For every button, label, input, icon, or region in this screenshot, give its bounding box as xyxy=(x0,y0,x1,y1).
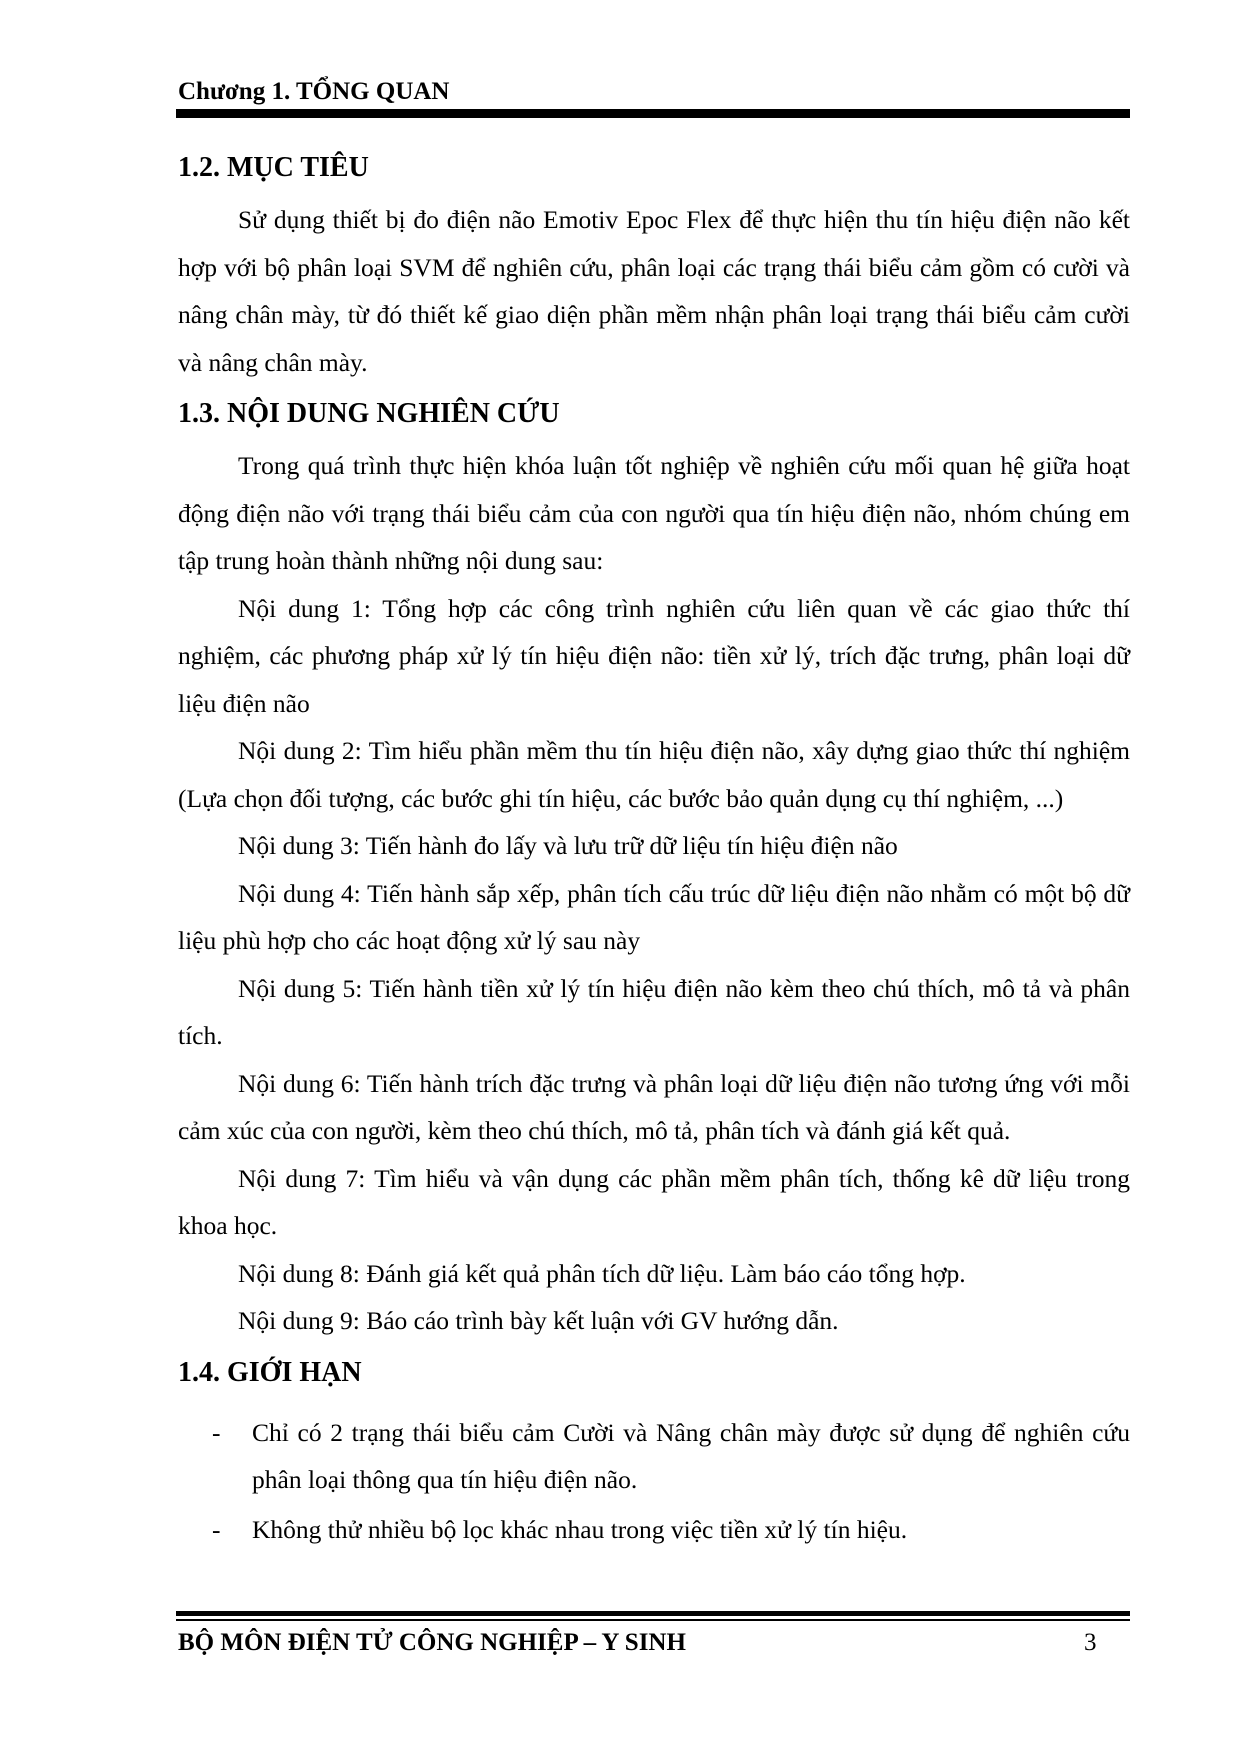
research-item-1: Nội dung 1: Tổng hợp các công trình nghiên cứu liên quan về các giao thức thí nghiệm, các phương pháp xử lý tín hiệu điện não: tiền xử lý, trích đặc trưng, phân loại dữ liệu điện não xyxy=(178,593,1130,718)
research-item-2: Nội dung 2: Tìm hiểu phần mềm thu tín hiệu điện não, xây dựng giao thức thí nghiệm (Lựa chọn đối tượng, các bước ghi tín hiệu, các bước bảo quản dụng cụ thí nghiệm, ...) xyxy=(178,736,1130,813)
footer-divider-thick xyxy=(176,1611,1130,1616)
limitation-text: Không thử nhiều bộ lọc khác nhau trong việc tiền xử lý tín hiệu. xyxy=(252,1514,908,1544)
dash-bullet-icon: - xyxy=(212,1417,221,1447)
page-number: 3 xyxy=(1084,1629,1097,1656)
section-heading-research-content: 1.3. NỘI DUNG NGHIÊN CỨU xyxy=(178,398,560,429)
header-divider xyxy=(176,109,1130,118)
limitations-list xyxy=(178,1409,1130,1554)
limitation-item xyxy=(178,1506,1130,1554)
footer-department: BỘ MÔN ĐIỆN TỬ CÔNG NGHIỆP – Y SINH xyxy=(178,1629,686,1656)
section-heading-limitations: 1.4. GIỚI HẠN xyxy=(178,1356,362,1388)
dash-bullet-icon: - xyxy=(212,1514,221,1544)
research-item-6: Nội dung 6: Tiến hành trích đặc trưng và phân loại dữ liệu điện não tương ứng với mỗi cảm xúc của con người, kèm theo chú thích, mô tả, phân tích và đánh giá kết quả. xyxy=(178,1068,1130,1145)
limitation-item xyxy=(178,1409,1130,1504)
research-item-7: Nội dung 7: Tìm hiểu và vận dụng các phần mềm phân tích, thống kê dữ liệu trong khoa học. xyxy=(178,1163,1130,1240)
page-content xyxy=(178,140,1130,1555)
research-item-9: Nội dung 9: Báo cáo trình bày kết luận với GV hướng dẫn. xyxy=(238,1306,839,1335)
research-item-3: Nội dung 3: Tiến hành đo lấy và lưu trữ dữ liệu tín hiệu điện não xyxy=(238,831,898,860)
chapter-header: Chương 1. TỔNG QUAN xyxy=(178,78,450,105)
objectives-paragraph: Sử dụng thiết bị đo điện não Emotiv Epoc Flex để thực hiện thu tín hiệu điện não kết hợp với bộ phân loại SVM để nghiên cứu, phân loại các trạng thái biểu cảm gồm có cười và nâng chân mày, từ đó thiết kế giao diện phần mềm nhận phân loại trạng thái biểu cảm cười và nâng chân mày. xyxy=(178,205,1130,377)
research-item-8: Nội dung 8: Đánh giá kết quả phân tích dữ liệu. Làm báo cáo tổng hợp. xyxy=(238,1258,966,1288)
footer-divider-thin xyxy=(176,1619,1130,1621)
research-item-4: Nội dung 4: Tiến hành sắp xếp, phân tích cấu trúc dữ liệu điện não nhằm có một bộ dữ liệu phù hợp cho các hoạt động xử lý sau này xyxy=(178,878,1130,955)
research-item-5: Nội dung 5: Tiến hành tiền xử lý tín hiệu điện não kèm theo chú thích, mô tả và phân tích. xyxy=(178,973,1130,1050)
limitation-text: Chỉ có 2 trạng thái biểu cảm Cười và Nâng chân mày được sử dụng để nghiên cứu phân loại thông qua tín hiệu điện não. xyxy=(252,1417,1130,1494)
section-heading-objectives: 1.2. MỤC TIÊU xyxy=(178,152,369,183)
research-intro-paragraph: Trong quá trình thực hiện khóa luận tốt nghiệp về nghiên cứu mối quan hệ giữa hoạt động điện não với trạng thái biểu cảm của con người qua tín hiệu điện não, nhóm chúng em tập trung hoàn thành những nội dung sau: xyxy=(178,451,1130,575)
